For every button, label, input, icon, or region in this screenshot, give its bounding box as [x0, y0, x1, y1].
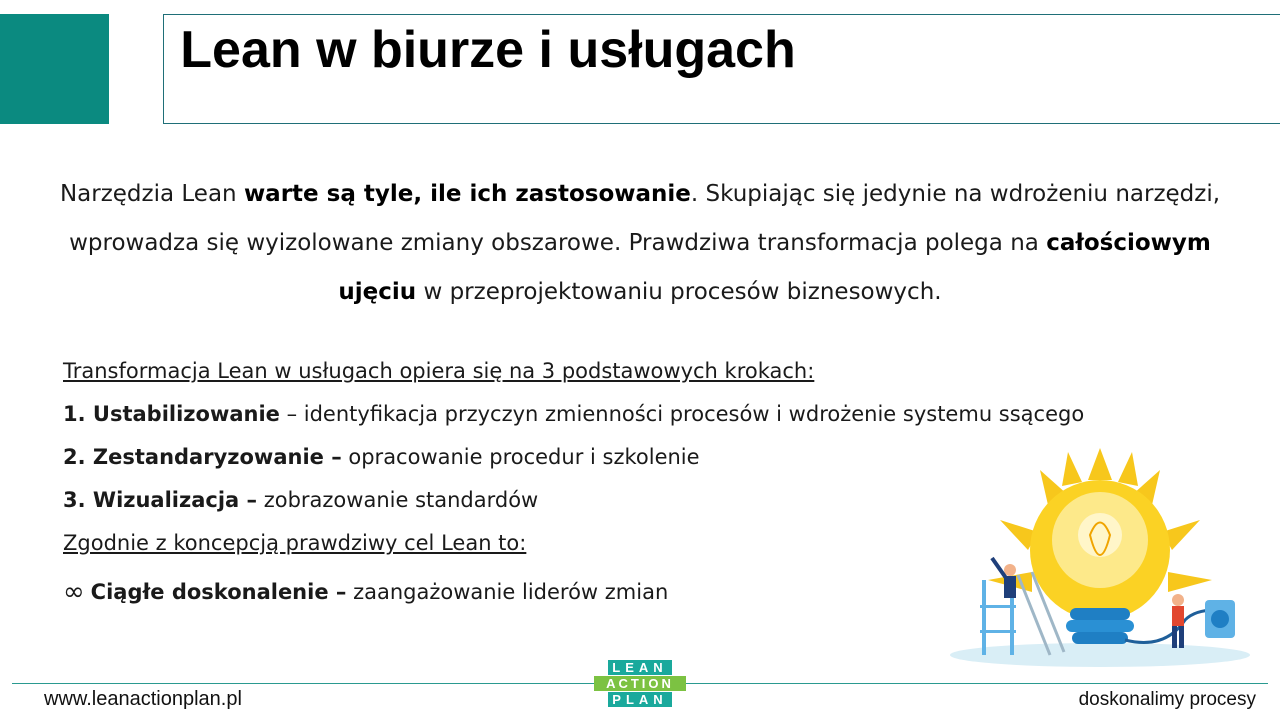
intro-text-1: Narzędzia Lean: [59, 181, 244, 207]
step-text: – identyfikacja przyczyn zmienności procesów i wdrożenie systemu ssącego: [279, 402, 1085, 426]
step-label: 1. Ustabilizowanie: [63, 402, 280, 426]
goal-heading: Zgodnie z koncepcją prawdziwy cel Lean to:: [63, 531, 527, 555]
step-label: 2. Zestandaryzowanie –: [63, 445, 342, 469]
page-title: Lean w biurze i usługach: [180, 21, 796, 79]
step-text: opracowanie procedur i szkolenie: [341, 445, 700, 469]
accent-square: [0, 14, 109, 124]
intro-text-3: w przeprojektowaniu procesów biznesowych.: [416, 279, 942, 305]
intro-bold-1: warte są tyle, ile ich zastosowanie: [243, 181, 691, 207]
logo-row-lean: LEAN: [608, 660, 672, 675]
footer-slogan: doskonalimy procesy: [1078, 689, 1256, 710]
infinity-icon: ∞: [63, 577, 85, 607]
website-link[interactable]: www.leanactionplan.pl: [44, 688, 242, 710]
step-text: zobrazowanie standardów: [257, 488, 539, 512]
intro-text-2: . Skupiając się jedynie na wdrożeniu narzędzi, wprowadza się wyizolowane zmiany obszarowe. Prawdziwa transformacja polega na: [69, 181, 1221, 256]
step-item: [63, 397, 1193, 440]
intro-paragraph: [40, 170, 1240, 317]
step-label: 3. Wizualizacja –: [63, 488, 258, 512]
goal-text: zaangażowanie liderów zmian: [346, 580, 669, 604]
steps-heading: Transformacja Lean w usługach opiera się na 3 podstawowych krokach:: [63, 359, 815, 383]
goal-label: Ciągłe doskonalenie –: [90, 580, 347, 604]
logo-row-plan: PLAN: [608, 692, 672, 707]
lean-action-plan-logo: [594, 660, 686, 708]
lightbulb-sun-illustration-icon: [940, 440, 1260, 670]
logo-row-action: ACTION: [594, 676, 686, 691]
intro-bold-2: całościowym ujęciu: [338, 230, 1211, 305]
